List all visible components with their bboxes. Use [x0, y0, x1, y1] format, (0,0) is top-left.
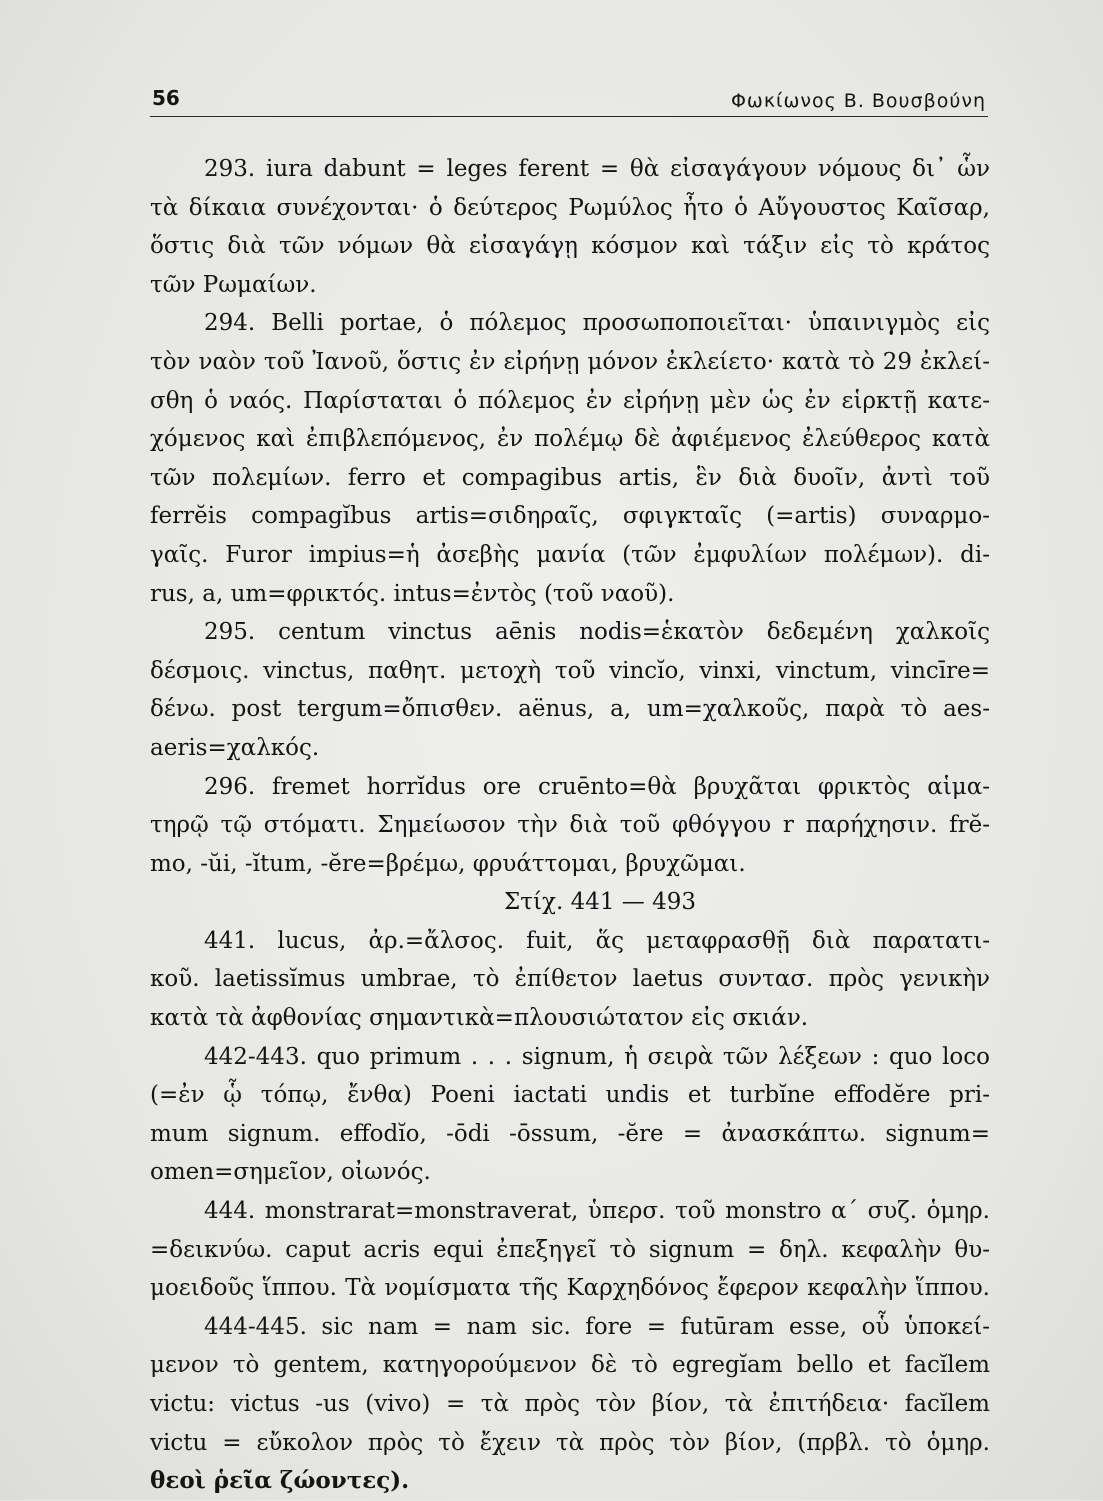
text-line: victu: victus -us (vivo) = τὰ πρὸς τὸν βίον, τὰ ἐπιτήδεια· facĭlem [150, 1391, 990, 1417]
text-line: aeris=χαλκός. [150, 734, 320, 761]
text-line: σθη ὁ ναός. Παρίσταται ὁ πόλεμος ἐν εἰρήνῃ μὲν ὡς ἐν εἱρκτῇ κατε- [150, 387, 990, 414]
text-line: omen=σημεῖον, οἰωνός. [150, 1159, 431, 1186]
text-line: 294. Belli portae, ὁ πόλεμος προσωποποιεῖται· ὑπαινιγμὸς εἰς [204, 310, 990, 337]
text-line: μοειδοῦς ἵππου. Τὰ νομίσματα τῆς Καρχηδόνος ἔφερον κεφαλὴν ἵππου. [150, 1275, 990, 1302]
text-line: χόμενος καὶ ἐπιβλεπόμενος, ἐν πολέμῳ δὲ ἀφιέμενος ἐλεύθερος κατὰ [150, 426, 990, 453]
text-line: 441. lucus, ἀρ.=ἄλσος. fuit, ἅς μεταφρασθῇ διὰ παρατατι- [204, 927, 990, 954]
text-line: τηρῷ τῷ στόματι. Σημείωσον τὴν διὰ τοῦ φθόγγου r παρήχησιν. frĕ- [150, 812, 990, 839]
text-line: victu = εὔκολον πρὸς τὸ ἔχειν τὰ πρὸς τὸν βίον, (πρβλ. τὸ ὁμηρ. [150, 1429, 990, 1456]
text-line: (=ἐν ᾧ τόπῳ, ἔνθα) Poeni iactati undis et turbĭne effodĕre pri- [150, 1082, 990, 1109]
text-line: δέσμοις. vinctus, παθητ. μετοχὴ τοῦ vincĭo, vinxi, vinctum, vincīre= [150, 657, 990, 684]
text-line: mum signum. effodĭo, -ōdi -ōssum, -ĕre = ἀνασκάπτω. signum= [150, 1120, 990, 1147]
commentary-text [150, 150, 990, 1501]
text-line: μενον τὸ gentem, κατηγορούμενον δὲ τὸ egregĭam bello et facĭlem [150, 1352, 990, 1379]
text-line: τὰ δίκαια συνέχονται· ὁ δεύτερος Ρωμύλος ἦτο ὁ Αὔγουστος Καῖσαρ, [150, 194, 990, 221]
text-line: θεοὶ ῥεῖα ζώοντες). [150, 1467, 410, 1495]
text-line: 442-443. quo primum . . . signum, ἡ σειρὰ τῶν λέξεων : quo loco [204, 1043, 990, 1070]
text-line: rus, a, um=φρικτός. intus=ἐντὸς (τοῦ ναοῦ). [150, 580, 675, 607]
text-line: mo, -ŭi, -ĭtum, -ĕre=βρέμω, φρυάττομαι, βρυχῶμαι. [150, 850, 746, 877]
text-line: ferrĕis compagĭbus artis=σιδηραῖς, σφιγκταῖς (=artis) συναρμο- [150, 503, 990, 530]
running-head: Φωκίωνος Β. Βουσβούνη [730, 90, 986, 112]
text-line: κατὰ τὰ ἀφθονίας σημαντικὰ=πλουσιώτατον εἰς σκιάν. [150, 1005, 809, 1032]
text-line: =δεικνύω. caput acris equi ἐπεξηγεῖ τὸ signum = δηλ. κεφαλὴν θυ- [150, 1236, 990, 1263]
text-line: Στίχ. 441 — 493 [504, 889, 696, 916]
text-line: δένω. post tergum=ὄπισθεν. aënus, a, um=χαλκοῦς, παρὰ τὸ aes- [150, 696, 990, 723]
page-header [150, 84, 988, 117]
text-line: κοῦ. laetissĭmus umbrae, τὸ ἐπίθετον laetus συντασ. πρὸς γενικὴν [150, 966, 990, 993]
text-line: 444. monstrarat=monstraverat, ὑπερσ. τοῦ monstro α΄ συζ. ὁμηρ. [204, 1198, 990, 1225]
text-line: τῶν πολεμίων. ferro et compagibus artis, ἓν διὰ δυοῖν, ἀντὶ τοῦ [150, 464, 990, 491]
text-line: ὅστις διὰ τῶν νόμων θὰ εἰσαγάγῃ κόσμον καὶ τάξιν εἰς τὸ κράτος [150, 233, 990, 260]
text-line: 293. iura dabunt = leges ferent = θὰ εἰσαγάγουν νόμους δι᾽ ὧν [204, 156, 990, 182]
page-number: 56 [152, 86, 180, 110]
text-line: γαῖς. Furor impius=ἡ ἀσεβὴς μανία (τῶν ἐμφυλίων πολέμων). di- [150, 541, 990, 568]
text-line: 295. centum vinctus aēnis nodis=ἑκατὸν δεδεμένη χαλκοῖς [204, 619, 990, 646]
text-line: 444-445. sic nam = nam sic. fore = futūram esse, οὗ ὑποκεί- [204, 1313, 990, 1340]
text-line: τῶν Ρωμαίων. [150, 271, 317, 298]
text-line: 296. fremet horrĭdus ore cruēnto=θὰ βρυχᾶται φρικτὸς αἱμα- [204, 773, 990, 800]
text-line: τὸν ναὸν τοῦ Ἰανοῦ, ὅστις ἐν εἰρήνῃ μόνον ἐκλείετο· κατὰ τὸ 29 ἐκλεί- [150, 348, 990, 375]
